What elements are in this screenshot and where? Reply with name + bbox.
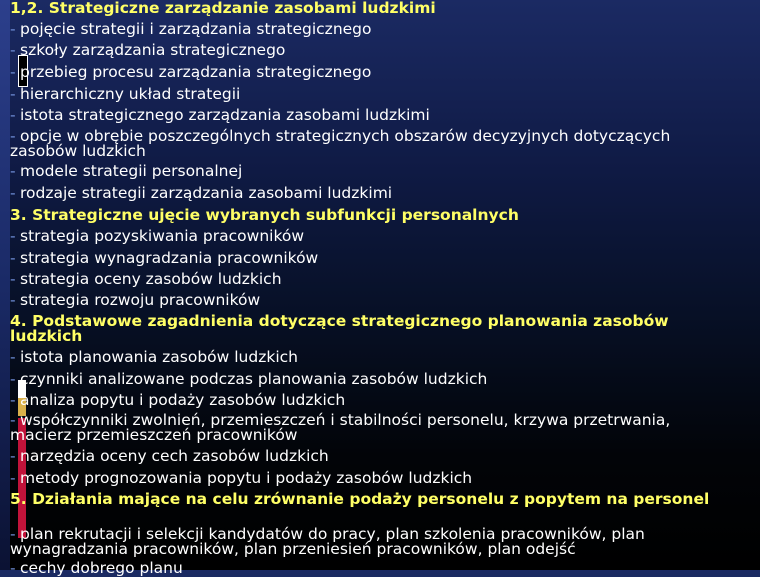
list-item: - czynniki analizowane podczas planowania zasobów ludzkich: [10, 370, 488, 388]
bullet-dash: -: [10, 249, 16, 267]
bullet-dash: -: [10, 370, 16, 388]
list-item: - analiza popytu i podaży zasobów ludzkich: [10, 391, 346, 409]
bullet-dash: -: [10, 227, 16, 245]
bullet-dash: -: [10, 184, 16, 202]
list-item: - opcje w obrębie poszczególnych strategicznych obszarów decyzyjnych dotyczących zasobów ludzkich: [10, 127, 671, 160]
list-item: - rodzaje strategii zarządzania zasobami ludzkimi: [10, 184, 393, 202]
list-item: - narzędzia oceny cech zasobów ludzkich: [10, 447, 329, 465]
bullet-dash: -: [10, 447, 16, 465]
list-item: - istota planowania zasobów ludzkich: [10, 348, 298, 366]
list-item: - plan rekrutacji i selekcji kandydatów do pracy, plan szkolenia pracowników, plan wynagradzania pracowników, plan przeniesień pracowników, plan odejść: [10, 525, 645, 558]
bullet-dash: -: [10, 270, 16, 288]
bullet-dash: -: [10, 162, 16, 180]
bullet-dash: -: [10, 559, 16, 577]
bullet-dash: -: [10, 469, 16, 487]
list-item: - strategia oceny zasobów ludzkich: [10, 270, 282, 288]
section-heading-1: 1,2. Strategiczne zarządzanie zasobami ludzkimi: [10, 0, 436, 17]
bullet-dash: -: [10, 127, 16, 145]
bullet-dash: -: [10, 391, 16, 409]
list-item: - metody prognozowania popytu i podaży zasobów ludzkich: [10, 469, 473, 487]
bullet-dash: -: [10, 106, 16, 124]
bullet-dash: -: [10, 63, 16, 81]
bullet-dash: -: [10, 20, 16, 38]
list-item: - szkoły zarządzania strategicznego: [10, 41, 286, 59]
bullet-dash: -: [10, 85, 16, 103]
list-item: - przebieg procesu zarządzania strategicznego: [10, 63, 372, 81]
section-heading-5: 5. Działania mające na celu zrównanie podaży personelu z popytem na personel: [10, 490, 710, 508]
section-heading-3: 3. Strategiczne ujęcie wybranych subfunkcji personalnych: [10, 206, 519, 224]
list-item: - modele strategii personalnej: [10, 162, 243, 180]
bullet-dash: -: [10, 41, 16, 59]
left-decorative-bar: [0, 0, 10, 570]
list-item: - pojęcie strategii i zarządzania strategicznego: [10, 20, 372, 38]
section-heading-4: 4. Podstawowe zagadnienia dotyczące strategicznego planowania zasobów ludzkich: [10, 312, 669, 345]
list-item: - strategia wynagradzania pracowników: [10, 249, 319, 267]
list-item: - istota strategicznego zarządzania zasobami ludzkimi: [10, 106, 430, 124]
bullet-dash: -: [10, 411, 16, 429]
list-item: - strategia pozyskiwania pracowników: [10, 227, 305, 245]
list-item: - hierarchiczny układ strategii: [10, 85, 241, 103]
bullet-dash: -: [10, 291, 16, 309]
list-item: - współczynniki zwolnień, przemieszczeń i stabilności personelu, krzywa przetrwania, macierz przemieszczeń pracowników: [10, 411, 671, 444]
list-item: - strategia rozwoju pracowników: [10, 291, 261, 309]
bullet-dash: -: [10, 525, 16, 543]
bullet-dash: -: [10, 348, 16, 366]
list-item: - cechy dobrego planu: [10, 559, 183, 577]
